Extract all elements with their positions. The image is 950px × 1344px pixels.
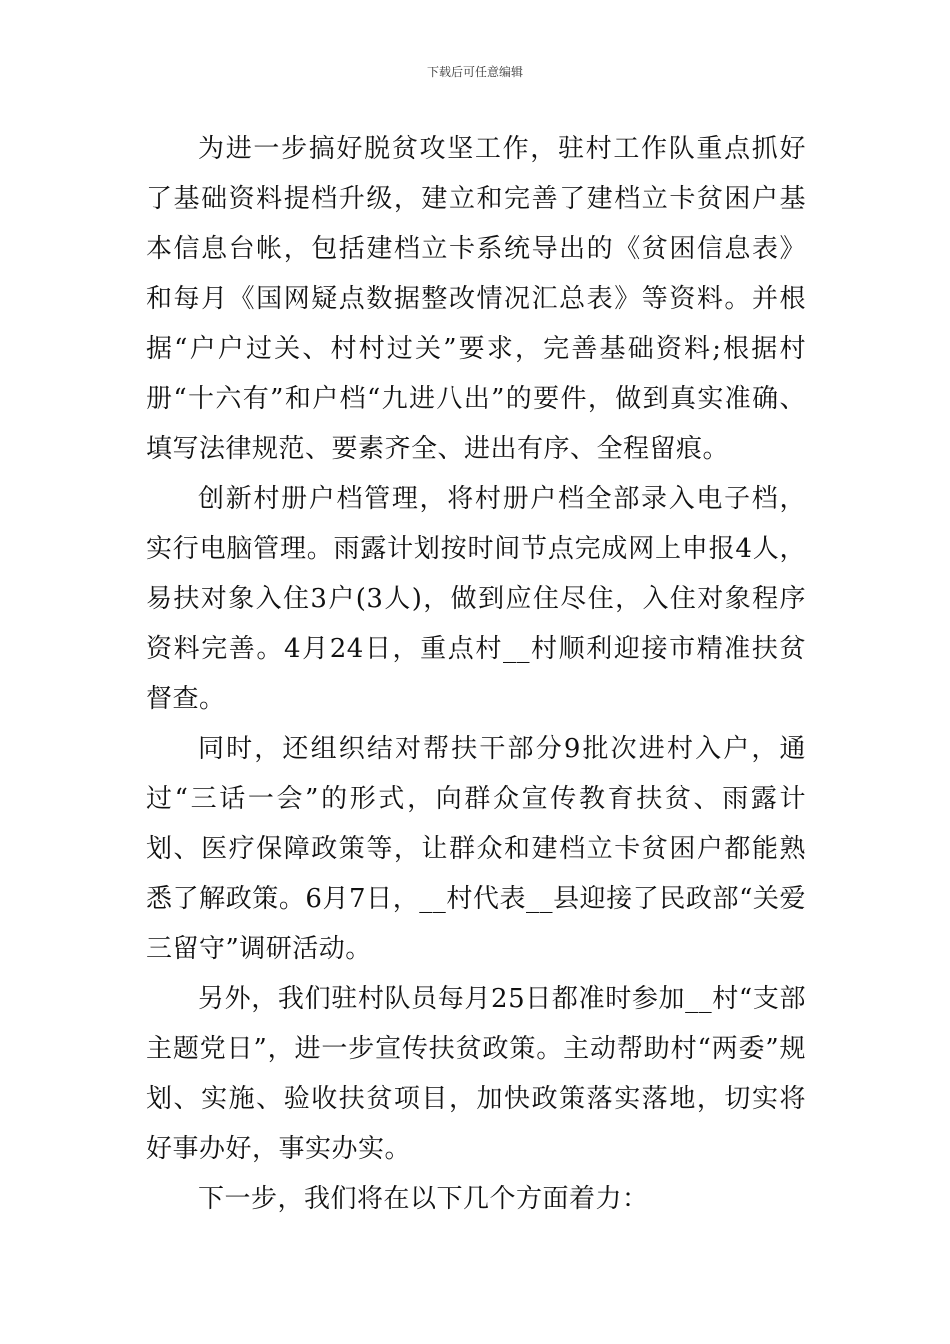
- page-header-note: 下载后可任意编辑: [426, 65, 523, 79]
- document-body: [146, 124, 806, 1324]
- paragraph-next-steps: 下一步，我们将在以下几个方面着力：: [198, 1184, 649, 1214]
- paragraph-basic-records: 为进一步搞好脱贫攻坚工作，驻村工作队重点抓好了基础资料提档升级，建立和完善了建档立卡贫困户基本信息台帐，包括建档立卡系统导出的《贫困信息表》和每月《国网疑点数据整改情况汇总表》等资料。并根据“户户过关、村村过关”要求，完善基础资料;根据村册“十六有”和户档“九进八出”的要件，做到真实准确、填写法律规范、要素齐全、进出有序、全程留痕。: [146, 134, 806, 464]
- paragraph-electronic-archive: 创新村册户档管理，将村册户档全部录入电子档，实行电脑管理。雨露计划按时间节点完成网上申报4人，易扶对象入住3户(3人)，做到应住尽住，入住对象程序资料完善。4月24日，重点村__村顺利迎接市精准扶贫督查。: [146, 484, 806, 714]
- paragraph-party-day: 另外，我们驻村队员每月25日都准时参加__村“支部主题党日”，进一步宣传扶贫政策。主动帮助村“两委”规划、实施、验收扶贫项目，加快政策落实落地，切实将好事办好，事实办实。: [146, 984, 806, 1164]
- page-bottom-margin: [0, 1234, 950, 1344]
- paragraph-household-visits: 同时，还组织结对帮扶干部分9批次进村入户，通过“三话一会”的形式，向群众宣传教育扶贫、雨露计划、医疗保障政策等，让群众和建档立卡贫困户都能熟悉了解政策。6月7日，__村代表__县迎接了民政部“关爱三留守”调研活动。: [146, 734, 806, 964]
